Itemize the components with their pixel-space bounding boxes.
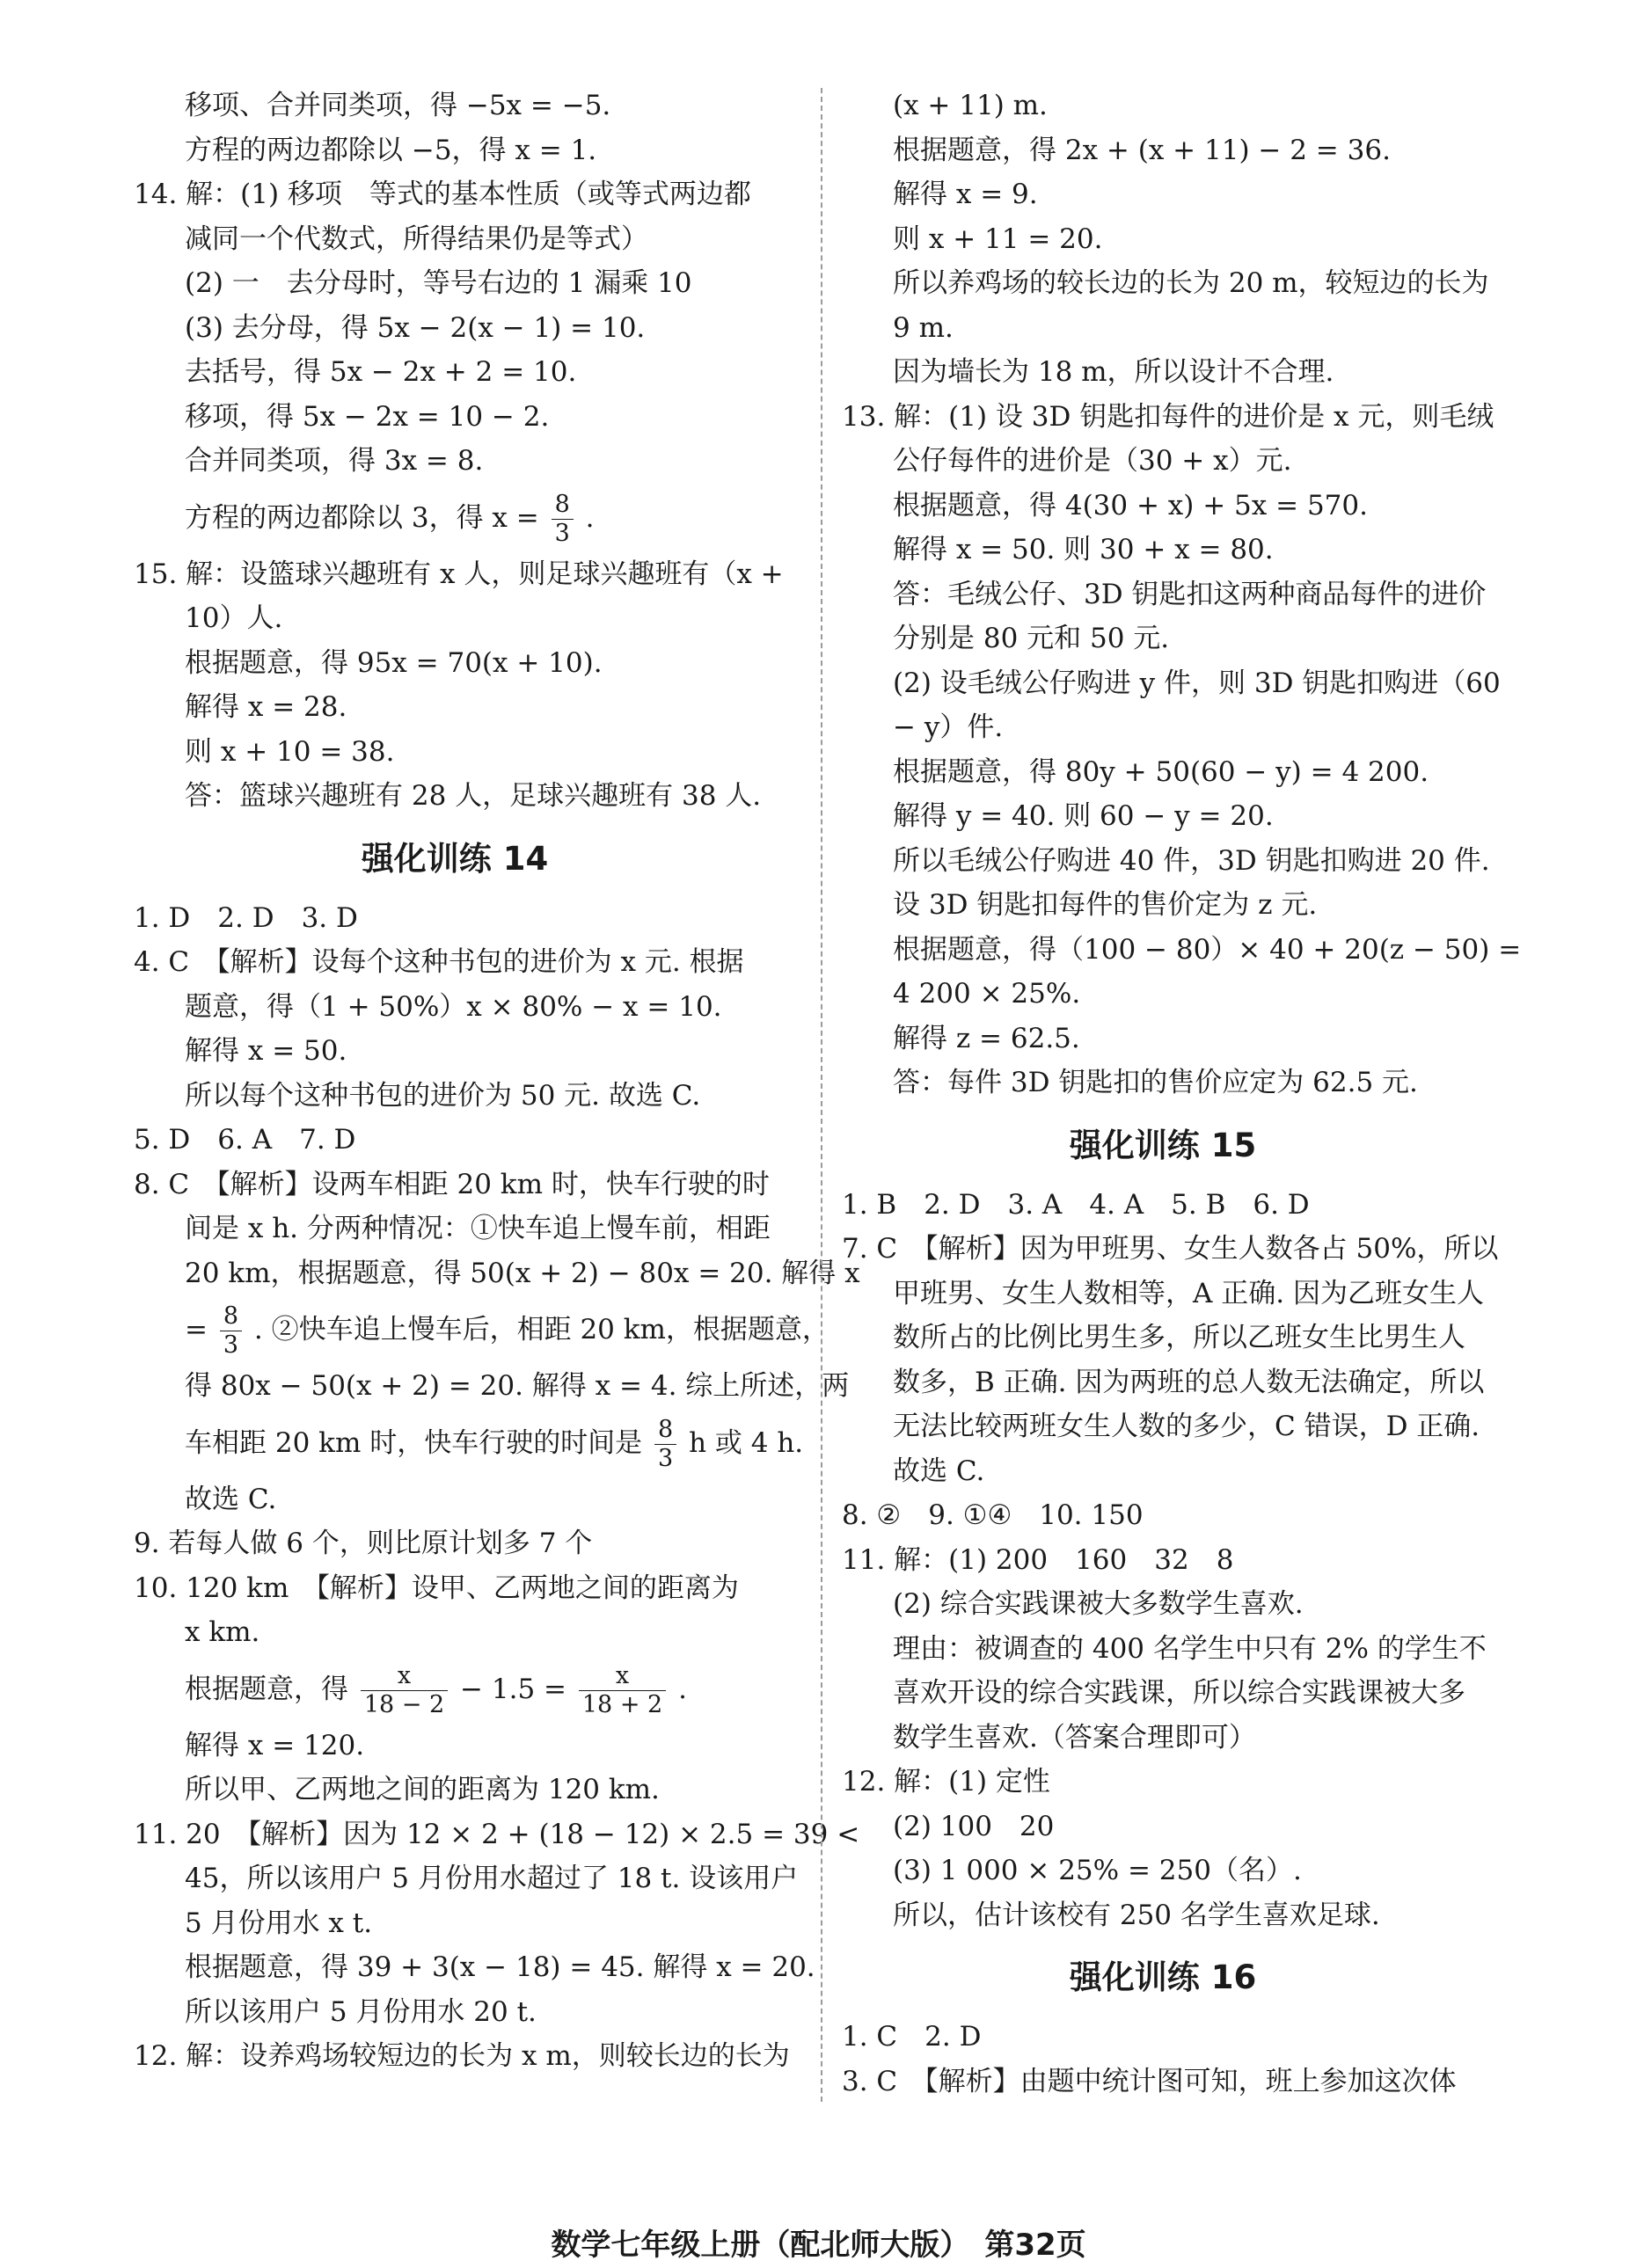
answer-line: 题意，得（1 + 50%）x × 80% − x = 10. bbox=[185, 990, 722, 1023]
answer-line: x km. bbox=[185, 1616, 260, 1648]
answer-line: 根据题意，得 39 + 3(x − 18) = 45. 解得 x = 20. bbox=[185, 1951, 815, 1983]
answer-line: 10）人. bbox=[185, 602, 283, 634]
numerator: x bbox=[361, 1662, 448, 1691]
answer-line: 解得 x = 50. bbox=[185, 1035, 347, 1067]
answer-line: 解得 x = 50. 则 30 + x = 80. bbox=[893, 534, 1274, 565]
fraction bbox=[361, 1662, 448, 1719]
answer-line: 数学生喜欢.（答案合理即可） bbox=[893, 1721, 1256, 1754]
answer-line: (2) 设毛绒公仔购进 y 件，则 3D 钥匙扣购进（60 bbox=[893, 667, 1501, 699]
answer-line: 所以养鸡场的较长边的长为 20 m，较短边的长为 bbox=[893, 267, 1489, 299]
left-column bbox=[134, 84, 860, 2079]
section-heading: 强化训练 14 bbox=[361, 839, 549, 878]
answer-line: 45，所以该用户 5 月份用水超过了 18 t. 设该用户 bbox=[185, 1863, 799, 1894]
answer-line: 得 80x − 50(x + 2) = 20. 解得 x = 4. 综上所述，两 bbox=[185, 1370, 850, 1402]
answer-line: 根据题意，得 80y + 50(60 − y) = 4 200. bbox=[893, 755, 1429, 788]
answer-line: 则 x + 10 = 38. bbox=[185, 735, 395, 768]
text-segment: 车相距 20 km 时，快车行驶的时间是 bbox=[185, 1426, 643, 1459]
fraction bbox=[654, 1416, 676, 1473]
fraction bbox=[552, 491, 574, 548]
answer-line: 则 x + 11 = 20. bbox=[893, 222, 1103, 255]
answer-line bbox=[134, 1295, 829, 1364]
column-divider bbox=[821, 88, 822, 2102]
answer-line: 根据题意，得 95x = 70(x + 10). bbox=[185, 646, 603, 679]
answer-line: 所以毛绒公仔购进 40 件，3D 钥匙扣购进 20 件. bbox=[893, 844, 1490, 877]
answer-line: 根据题意，得 4(30 + x) + 5x = 570. bbox=[893, 489, 1368, 521]
page-footer: 数学七年级上册（配北师大版） 第32页 bbox=[551, 2228, 1086, 2263]
answer-line: 解得 x = 9. bbox=[893, 179, 1038, 210]
fraction bbox=[220, 1302, 242, 1360]
answer-line: 解得 x = 28. bbox=[185, 691, 347, 723]
answer-line: 11. 20 【解析】因为 12 × 2 + (18 − 12) × 2.5 = 39 < bbox=[134, 1818, 860, 1850]
answer-line: 减同一个代数式，所得结果仍是等式） bbox=[185, 222, 648, 255]
answer-line: 所以，估计该校有 250 名学生喜欢足球. bbox=[893, 1899, 1380, 1931]
answer-line: 13. 解：(1) 设 3D 钥匙扣每件的进价是 x 元，则毛绒 bbox=[842, 400, 1494, 433]
numerator: x bbox=[579, 1662, 666, 1691]
answer-line: (2) 一 去分母时，等号右边的 1 漏乘 10 bbox=[185, 267, 692, 299]
answer-line: (3) 去分母，得 5x − 2(x − 1) = 10. bbox=[185, 311, 646, 344]
answer-line: 5. D 6. A 7. D bbox=[134, 1124, 356, 1156]
section-heading: 强化训练 15 bbox=[1069, 1126, 1257, 1164]
fraction bbox=[579, 1662, 666, 1719]
answer-line: 1. C 2. D bbox=[842, 2021, 982, 2053]
text-segment: . ②快车追上慢车后，相距 20 km，根据题意， bbox=[253, 1314, 829, 1345]
text-segment: 方程的两边都除以 3，得 x = bbox=[185, 501, 539, 534]
answer-line: 公仔每件的进价是（30 + x）元. bbox=[893, 445, 1292, 477]
answer-line: (x + 11) m. bbox=[893, 90, 1048, 121]
answer-line: 4 200 × 25%. bbox=[893, 978, 1081, 1010]
answer-line: 7. C 【解析】因为甲班男、女生人数各占 50%，所以 bbox=[842, 1233, 1499, 1265]
answer-line: 故选 C. bbox=[185, 1483, 277, 1515]
answer-line: 12. 解：设养鸡场较短边的长为 x m，则较长边的长为 bbox=[134, 2040, 790, 2072]
answer-line: 方程的两边都除以 −5，得 x = 1. bbox=[185, 134, 597, 166]
answer-line: 5 月份用水 x t. bbox=[185, 1907, 373, 1939]
answer-line: 数所占的比例比男生多，所以乙班女生比男生人 bbox=[893, 1322, 1465, 1353]
answer-line bbox=[134, 1409, 804, 1477]
answer-line: 根据题意，得 2x + (x + 11) − 2 = 36. bbox=[893, 134, 1391, 166]
answer-line: 所以每个这种书包的进价为 50 元. 故选 C. bbox=[185, 1079, 701, 1112]
answer-line: 合并同类项，得 3x = 8. bbox=[185, 445, 484, 477]
denominator: 3 bbox=[554, 519, 570, 547]
numerator: 8 bbox=[654, 1416, 676, 1445]
answer-line: 所以甲、乙两地之间的距离为 120 km. bbox=[185, 1774, 660, 1805]
numerator: 8 bbox=[552, 491, 574, 520]
denominator: 18 + 2 bbox=[581, 1690, 663, 1718]
answer-line: 因为墙长为 18 m，所以设计不合理. bbox=[893, 356, 1334, 388]
answer-line: 所以该用户 5 月份用水 20 t. bbox=[185, 1995, 537, 2028]
answer-line: 9 m. bbox=[893, 311, 954, 344]
text-segment: h 或 4 h. bbox=[689, 1426, 804, 1459]
answer-line: 理由：被调查的 400 名学生中只有 2% 的学生不 bbox=[893, 1632, 1487, 1665]
answer-line: 20 km，根据题意，得 50(x + 2) − 80x = 20. 解得 x bbox=[185, 1257, 860, 1289]
text-segment: . bbox=[678, 1673, 687, 1705]
answer-line: 解得 y = 40. 则 60 − y = 20. bbox=[893, 800, 1274, 832]
answer-line: 根据题意，得（100 − 80）× 40 + 20(z − 50) = bbox=[893, 933, 1522, 966]
answer-line: 3. C 【解析】由题中统计图可知，班上参加这次体 bbox=[842, 2065, 1457, 2097]
answer-line: 答：毛绒公仔、3D 钥匙扣这两种商品每件的进价 bbox=[893, 578, 1487, 610]
answer-line: − y）件. bbox=[893, 711, 1004, 743]
answer-line: 甲班男、女生人数相等，A 正确. 因为乙班女生人 bbox=[893, 1277, 1484, 1309]
answer-line: 8. ② 9. ①④ 10. 150 bbox=[842, 1499, 1144, 1531]
text-segment: 根据题意，得 bbox=[185, 1673, 348, 1705]
answer-line: (3) 1 000 × 25% = 250（名）. bbox=[893, 1855, 1302, 1886]
text-segment: − 1.5 = bbox=[460, 1673, 567, 1705]
answer-line: 解得 z = 62.5. bbox=[893, 1022, 1080, 1054]
text-segment: = bbox=[185, 1314, 208, 1345]
answer-line bbox=[134, 1655, 776, 1724]
answer-line: 无法比较两班女生人数的多少，C 错误，D 正确. bbox=[893, 1411, 1480, 1442]
answer-line: 答：每件 3D 钥匙扣的售价应定为 62.5 元. bbox=[893, 1067, 1418, 1098]
answer-line: 间是 x h. 分两种情况：①快车追上慢车前，相距 bbox=[185, 1213, 771, 1244]
answer-line: 答：篮球兴趣班有 28 人，足球兴趣班有 38 人. bbox=[185, 780, 762, 812]
section-heading: 强化训练 16 bbox=[1069, 1958, 1257, 1996]
answer-line: 1. D 2. D 3. D bbox=[134, 901, 358, 934]
denominator: 18 − 2 bbox=[363, 1690, 445, 1718]
numerator: 8 bbox=[220, 1302, 242, 1331]
answer-line: 8. C 【解析】设两车相距 20 km 时，快车行驶的时 bbox=[134, 1168, 770, 1200]
answer-line: 11. 解：(1) 200 160 32 8 bbox=[842, 1543, 1234, 1576]
denominator: 3 bbox=[658, 1444, 674, 1472]
answer-line: 解得 x = 120. bbox=[185, 1729, 365, 1761]
answer-line: 喜欢开设的综合实践课，所以综合实践课被大多 bbox=[893, 1677, 1465, 1709]
answer-line: 4. C 【解析】设每个这种书包的进价为 x 元. 根据 bbox=[134, 946, 744, 978]
answer-line: 15. 解：设篮球兴趣班有 x 人，则足球兴趣班有（x + bbox=[134, 558, 784, 590]
answer-line: 设 3D 钥匙扣每件的售价定为 z 元. bbox=[893, 889, 1318, 921]
denominator: 3 bbox=[223, 1331, 239, 1359]
answer-line: 数多，B 正确. 因为两班的总人数无法确定，所以 bbox=[893, 1366, 1485, 1398]
right-column bbox=[842, 84, 1522, 2104]
answer-line: 故选 C. bbox=[893, 1455, 985, 1487]
answer-line: 分别是 80 元和 50 元. bbox=[893, 623, 1170, 654]
answer-line: (2) 100 20 bbox=[893, 1810, 1055, 1842]
answer-line: 移项，得 5x − 2x = 10 − 2. bbox=[185, 400, 550, 433]
answer-line: 移项、合并同类项，得 −5x = −5. bbox=[185, 90, 611, 121]
answer-line: 去括号，得 5x − 2x + 2 = 10. bbox=[185, 356, 577, 388]
answer-line: 1. B 2. D 3. A 4. A 5. B 6. D bbox=[842, 1188, 1310, 1221]
answer-line: 12. 解：(1) 定性 bbox=[842, 1766, 1050, 1798]
answer-line: (2) 综合实践课被大多数学生喜欢. bbox=[893, 1588, 1304, 1620]
answer-line: 14. 解：(1) 移项 等式的基本性质（或等式两边都 bbox=[134, 179, 751, 210]
text-segment: . bbox=[585, 501, 595, 534]
answer-line bbox=[134, 484, 776, 552]
answer-line: 9. 若每人做 6 个，则比原计划多 7 个 bbox=[134, 1528, 593, 1559]
answer-line: 10. 120 km 【解析】设甲、乙两地之间的距离为 bbox=[134, 1572, 739, 1604]
